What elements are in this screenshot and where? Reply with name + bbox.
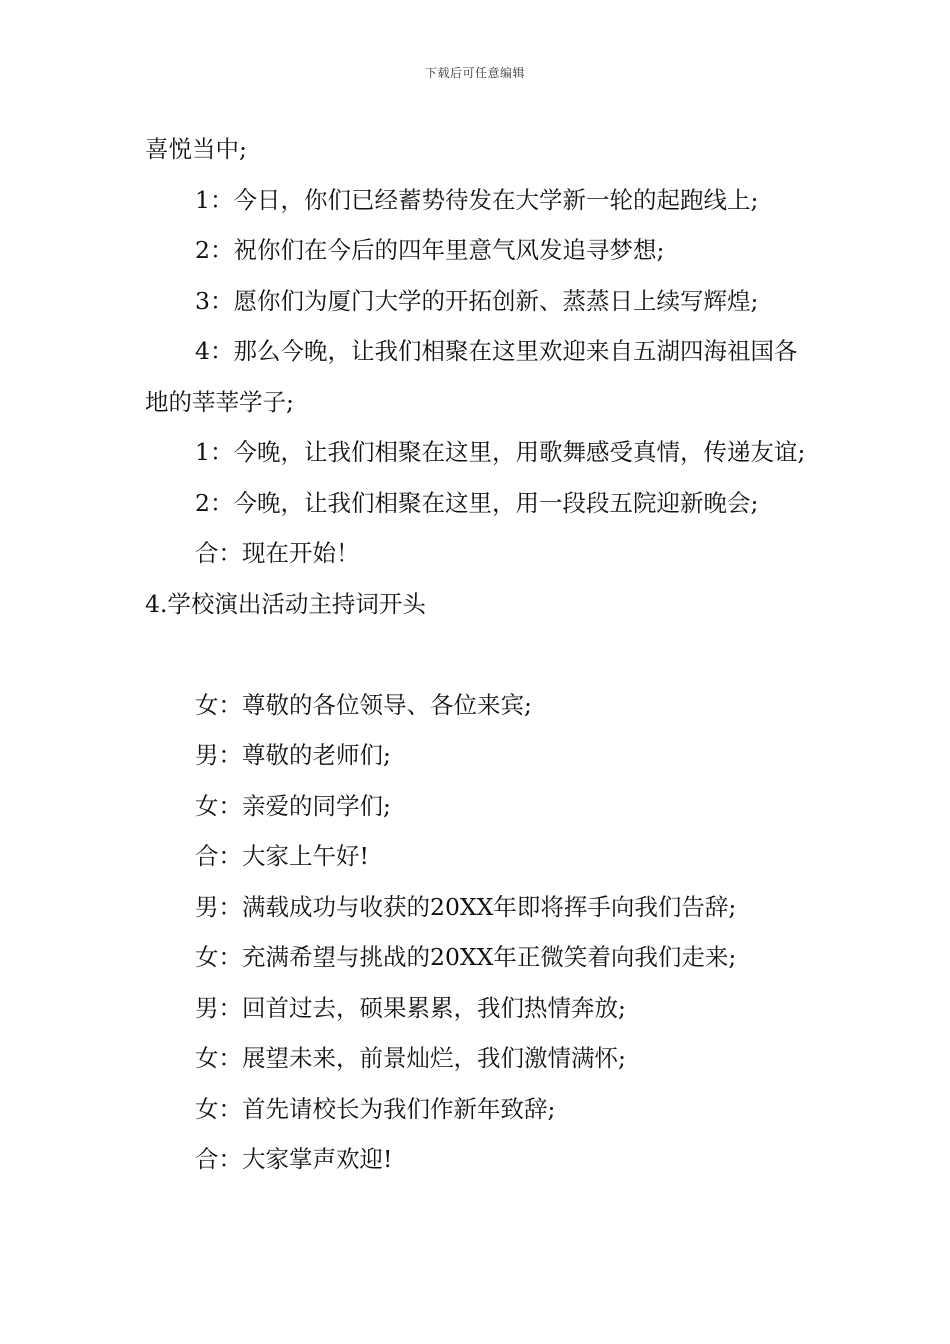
blank-line <box>145 629 810 680</box>
paragraph: 3：愿你们为厦门大学的开拓创新、蒸蒸日上续写辉煌; <box>195 286 759 315</box>
page-header: 下载后可任意编辑 <box>424 66 525 80</box>
paragraph: 1：今日，你们已经蓄势待发在大学新一轮的起跑线上; <box>195 185 759 214</box>
paragraph: 2：今晚，让我们相聚在这里，用一段段五院迎新晚会; <box>195 488 759 517</box>
paragraph: 男：尊敬的老师们; <box>195 741 391 769</box>
paragraph: 女：尊敬的各位领导、各位来宾; <box>195 690 532 719</box>
paragraph: 女：充满希望与挑战的20XX年正微笑着向我们走来; <box>195 943 737 971</box>
paragraph: 女：首先请校长为我们作新年致辞; <box>195 1094 556 1123</box>
paragraph: 合：现在开始！ <box>195 539 360 567</box>
paragraph: 女：展望未来，前景灿烂，我们激情满怀; <box>195 1044 626 1072</box>
paragraph: 喜悦当中; <box>145 135 247 163</box>
paragraph: 2：祝你们在今后的四年里意气风发追寻梦想; <box>195 236 665 264</box>
paragraph: 4：那么今晚，让我们相聚在这里欢迎来自五湖四海祖国各地的莘莘学子; <box>145 337 798 416</box>
paragraph: 合：大家上午好! <box>195 842 369 870</box>
paragraph: 男：满载成功与收获的20XX年即将挥手向我们告辞; <box>195 892 737 921</box>
paragraph: 合：大家掌声欢迎! <box>195 1145 393 1173</box>
section-heading: 4.学校演出活动主持词开头 <box>145 589 426 618</box>
paragraph: 1：今晚，让我们相聚在这里，用歌舞感受真情，传递友谊; <box>195 438 806 466</box>
paragraph: 男：回首过去，硕果累累，我们热情奔放; <box>195 993 626 1022</box>
document-body <box>145 124 810 1185</box>
paragraph: 女：亲爱的同学们; <box>195 791 391 820</box>
